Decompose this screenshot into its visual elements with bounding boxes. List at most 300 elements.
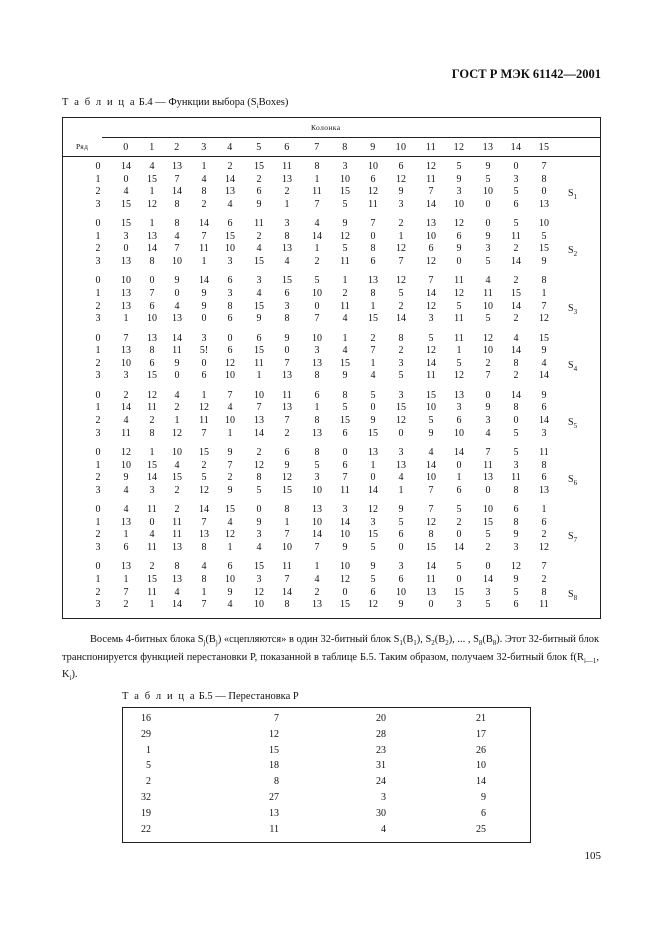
row-index: 2 (95, 243, 101, 255)
table-cell: 7 (201, 516, 207, 528)
table-cell: 11 (483, 459, 493, 471)
row-index: 0 (95, 504, 101, 516)
table-cell: 12 (254, 586, 264, 598)
table-cell: 0 (541, 186, 547, 198)
table-cell: 10 (312, 484, 322, 496)
table-cell: 6 (201, 370, 207, 382)
table-cell: 9 (201, 288, 207, 299)
table-cell: 2 (485, 357, 491, 369)
table-cell: 3 (398, 198, 404, 210)
table-cell: 6 (284, 288, 290, 299)
table-cell: 6 (342, 459, 348, 471)
sbox-label (568, 417, 577, 430)
column-header: 1 (149, 142, 155, 153)
table-cell: 7 (284, 357, 290, 369)
table-cell: 0 (342, 447, 348, 458)
table-cell: 6 (541, 516, 547, 528)
column-header: 13 (482, 142, 494, 153)
table-cell: 8 (342, 389, 348, 401)
table-cell: 7 (227, 459, 233, 471)
table-cell: 5 (398, 288, 404, 299)
table-cell: 2 (174, 402, 180, 414)
table-cell: 4 (174, 300, 180, 312)
row-index: 1 (95, 173, 101, 185)
table-cell: 7 (428, 504, 434, 516)
table-cell: 9 (227, 484, 233, 496)
table-cell: 7 (123, 332, 129, 344)
table-cell: 11 (454, 332, 464, 344)
table-cell: 14 (121, 402, 131, 414)
permutation-cell: 20 (376, 713, 386, 724)
table-cell: 11 (147, 504, 157, 516)
table-cell: 13 (312, 504, 322, 516)
table-cell: 14 (454, 542, 464, 553)
table-cell: 9 (513, 529, 519, 541)
table-cell: 12 (454, 218, 464, 230)
table-cell: 10 (454, 427, 464, 439)
table-cell: 2 (174, 504, 180, 516)
permutation-cell: 1 (146, 744, 151, 756)
table-cell: 6 (284, 447, 290, 458)
table-cell: 13 (172, 313, 182, 325)
table-cell: 13 (483, 472, 493, 484)
permutation-cell: 11 (269, 823, 279, 835)
table-cell: 1 (123, 574, 129, 585)
header-divider (63, 156, 600, 157)
table-cell: 11 (539, 599, 549, 611)
table-cell: 5 (485, 313, 491, 325)
table-cell: 2 (342, 288, 348, 299)
row-index: 0 (95, 561, 101, 573)
table-cell: 10 (312, 332, 322, 344)
column-header: 5 (256, 142, 262, 153)
table-cell: 14 (511, 345, 521, 357)
table-cell: 2 (513, 370, 519, 382)
table-cell: 11 (172, 529, 182, 541)
table-cell: 1 (370, 357, 376, 369)
table-cell: 7 (485, 370, 491, 382)
table-cell: 9 (485, 230, 491, 242)
table-cell: 6 (513, 198, 519, 210)
table-cell: 6 (370, 256, 376, 267)
para-sub: 1 (399, 639, 403, 648)
table-cell: 10 (225, 574, 235, 585)
table-cell: 7 (174, 173, 180, 185)
table-cell: 15 (147, 370, 157, 382)
table-cell: 0 (149, 275, 155, 287)
table-cell: 8 (174, 198, 180, 210)
table-cell: 3 (314, 472, 320, 484)
permutation-cell: 19 (141, 807, 151, 819)
table-cell: 14 (199, 275, 209, 287)
table-cell: 12 (199, 484, 209, 496)
table-cell: 7 (541, 300, 547, 312)
table-cell: 3 (123, 230, 129, 242)
page-number: 105 (584, 850, 601, 862)
sbox-label-letter: S (568, 531, 574, 543)
table-cell: 1 (174, 415, 180, 426)
table-cell: 1 (314, 561, 320, 573)
row-index: 2 (95, 415, 101, 426)
table-cell: 3 (314, 345, 320, 357)
table-cell: 5 (342, 198, 348, 210)
table-cell: 5 (456, 161, 462, 172)
table-cell: 7 (201, 230, 207, 242)
table-cell: 9 (256, 198, 262, 210)
table-cell: 8 (284, 313, 290, 325)
table-cell: 0 (456, 459, 462, 471)
table-cell: 4 (149, 529, 155, 541)
table-cell: 7 (342, 472, 348, 484)
table-cell: 2 (227, 472, 233, 484)
table-cell: 15 (121, 198, 131, 210)
table-cell: 15 (225, 230, 235, 242)
table-cell: 13 (454, 389, 464, 401)
table-cell: 1 (314, 402, 320, 414)
table-cell: 14 (312, 529, 322, 541)
table-cell: 13 (225, 186, 235, 198)
table-cell: 10 (254, 599, 264, 611)
table-cell: 3 (541, 427, 547, 439)
table-cell: 2 (314, 586, 320, 598)
table-cell: 0 (485, 198, 491, 210)
table-cell: 13 (368, 275, 378, 287)
table-cell: 8 (284, 599, 290, 611)
sbox-label-letter: S (568, 302, 574, 314)
para-sub: 8 (492, 639, 497, 648)
table-cell: 9 (513, 574, 519, 585)
table-cell: 11 (282, 161, 292, 172)
permutation-cell: 27 (269, 792, 279, 803)
table-cell: 15 (147, 459, 157, 471)
table-cell: 15 (511, 288, 521, 299)
table-cell: 13 (121, 256, 131, 267)
table-cell: 1 (201, 389, 207, 401)
table-cell: 11 (199, 243, 209, 255)
column-header: 9 (370, 142, 376, 153)
table-cell: 15 (368, 427, 378, 439)
table-cell: 1 (370, 300, 376, 312)
table-cell: 12 (426, 256, 436, 267)
table-cell: 12 (426, 345, 436, 357)
table-cell: 5 (370, 389, 376, 401)
table-cell: 1 (370, 459, 376, 471)
table-cell: 3 (398, 389, 404, 401)
table-cell: 6 (370, 173, 376, 185)
table-cell: 13 (172, 574, 182, 585)
table-cell: 5 (456, 561, 462, 573)
table-cell: 2 (541, 529, 547, 541)
permutation-cell: 5 (146, 760, 151, 772)
table-cell: 12 (511, 561, 521, 573)
table-cell: 12 (396, 173, 406, 185)
column-header: 8 (342, 142, 348, 153)
table-cell: 2 (123, 389, 129, 401)
table-cell: 5 (541, 230, 547, 242)
table-cell: 7 (123, 586, 129, 598)
row-index: 1 (95, 459, 101, 471)
table-cell: 0 (201, 357, 207, 369)
table-cell: 14 (199, 504, 209, 516)
table-cell: 4 (541, 357, 547, 369)
table-cell: 2 (149, 415, 155, 426)
sbox-label (568, 245, 577, 258)
table-cell: 0 (513, 161, 519, 172)
table-cell: 3 (342, 161, 348, 172)
table-cell: 10 (147, 313, 157, 325)
row-index: 0 (95, 161, 101, 172)
table-cell: 13 (121, 300, 131, 312)
table-cell: 3 (256, 275, 262, 287)
table-cell: 3 (123, 370, 129, 382)
para-text: ), S (416, 634, 432, 645)
table-cell: 14 (511, 389, 521, 401)
body-paragraph (62, 633, 599, 686)
table-cell: 11 (426, 370, 436, 382)
table-cell: 12 (396, 243, 406, 255)
table-cell: 4 (227, 198, 233, 210)
table-cell: 5 (513, 427, 519, 439)
table-cell: 5 (456, 357, 462, 369)
table-cell: 7 (174, 243, 180, 255)
sbox-label-index: 8 (573, 593, 578, 602)
row-index: 2 (95, 186, 101, 198)
table-cell: 3 (149, 484, 155, 496)
para-sub: 2 (445, 639, 449, 648)
table-cell: 9 (398, 186, 404, 198)
table-cell: 0 (201, 313, 207, 325)
table-cell: 10 (254, 389, 264, 401)
table-cell: 5 (456, 504, 462, 516)
table-cell: 0 (456, 529, 462, 541)
table-cell: 11 (511, 230, 521, 242)
permutation-cell: 24 (376, 776, 386, 788)
table-cell: 14 (172, 186, 182, 198)
table-cell: 15 (282, 275, 292, 287)
para-sub: j (215, 639, 218, 648)
table-cell: 2 (485, 542, 491, 553)
table-cell: 4 (342, 313, 348, 325)
table-cell: 7 (227, 389, 233, 401)
table-cell: 10 (340, 173, 350, 185)
table-cell: 11 (454, 313, 464, 325)
permutation-cell: 29 (141, 728, 151, 740)
table-cell: 6 (149, 300, 155, 312)
table-cell: 2 (398, 218, 404, 230)
table-cell: 13 (426, 218, 436, 230)
table-cell: 15 (539, 243, 549, 255)
table-cell: 6 (398, 161, 404, 172)
table-cell: 5 (398, 370, 404, 382)
sbox-label (568, 474, 577, 487)
table-cell: 13 (147, 332, 157, 344)
table-cell: 15 (254, 161, 264, 172)
table-cell: 13 (147, 230, 157, 242)
table-cell: 9 (485, 402, 491, 414)
table-cell: 1 (256, 370, 262, 382)
table-cell: 1 (284, 198, 290, 210)
sbox-label-index: 7 (573, 536, 578, 545)
table-cell: 3 (398, 561, 404, 573)
table-cell: 10 (121, 459, 131, 471)
table-cell: 7 (541, 561, 547, 573)
row-index: 3 (95, 542, 101, 553)
table-cell: 9 (256, 313, 262, 325)
table-cell: 14 (396, 313, 406, 325)
table-cell: 15 (340, 357, 350, 369)
table-cell: 11 (368, 198, 378, 210)
table-cell: 8 (256, 472, 262, 484)
para-text: (B (482, 634, 493, 645)
table-cell: 5 (398, 516, 404, 528)
table-cell: 3 (398, 447, 404, 458)
table-cell: 6 (256, 332, 262, 344)
row-index: 2 (95, 472, 101, 484)
table-cell: 15 (340, 186, 350, 198)
table-cell: 0 (256, 504, 262, 516)
permutation-cell: 28 (376, 728, 386, 740)
table-cell: 1 (456, 472, 462, 484)
permutation-cell: 31 (376, 760, 386, 772)
row-index: 2 (95, 357, 101, 369)
permutation-cell: 23 (376, 744, 386, 756)
table-cell: 7 (314, 313, 320, 325)
permutation-cell: 13 (269, 807, 279, 819)
table-cell: 5 (370, 574, 376, 585)
table-cell: 7 (284, 529, 290, 541)
table-cell: 14 (483, 574, 493, 585)
table-cell: 14 (511, 300, 521, 312)
table-cell: 14 (254, 427, 264, 439)
table-cell: 9 (370, 561, 376, 573)
table-cell: 8 (314, 415, 320, 426)
table-cell: 6 (456, 230, 462, 242)
table-cell: 4 (123, 504, 129, 516)
table-cell: 3 (256, 529, 262, 541)
column-header: 11 (425, 142, 437, 153)
column-header: 6 (284, 142, 290, 153)
table-cell: 11 (312, 186, 322, 198)
table-cell: 3 (456, 599, 462, 611)
table-cell: 10 (225, 243, 235, 255)
table-cell: 11 (511, 472, 521, 484)
table-cell: 13 (312, 599, 322, 611)
para-text: ). Этот 32-битный блок транспонируется функцией перестановки P, показанной в таблице Б.5. Таким образом, получаем 32-битный блок f(R (62, 634, 599, 663)
table-cell: 14 (121, 161, 131, 172)
table-cell: 12 (483, 332, 493, 344)
table-b5-caption (122, 691, 299, 702)
table-cell: 3 (227, 288, 233, 299)
sbox-label-index: 1 (573, 193, 578, 202)
table-cell: 12 (225, 357, 235, 369)
table-cell: 9 (342, 218, 348, 230)
sbox-label-letter: S (568, 245, 574, 257)
table-cell: 9 (284, 332, 290, 344)
table-cell: 12 (454, 370, 464, 382)
table-cell: 13 (121, 516, 131, 528)
table-cell: 3 (398, 357, 404, 369)
table-cell: 4 (513, 332, 519, 344)
table-cell: 4 (227, 402, 233, 414)
sbox-label-letter: S (568, 359, 574, 371)
caption-text: Б.5 — Перестановка P (198, 691, 299, 702)
table-cell: 15 (147, 173, 157, 185)
table-cell: 0 (370, 230, 376, 242)
para-text: ), ... , S (448, 634, 479, 645)
caption-text: Б.4 — Функции выбора (S (138, 97, 257, 108)
table-cell: 6 (398, 574, 404, 585)
table-cell: 15 (340, 599, 350, 611)
table-cell: 7 (201, 599, 207, 611)
sbox-label-index: 6 (573, 479, 578, 488)
table-cell: 10 (121, 275, 131, 287)
row-index: 3 (95, 599, 101, 611)
table-cell: 15 (426, 389, 436, 401)
table-cell: 14 (426, 357, 436, 369)
table-cell: 1 (284, 516, 290, 528)
table-cell: 14 (426, 459, 436, 471)
table-cell: 15 (121, 218, 131, 230)
table-cell: 12 (426, 161, 436, 172)
table-cell: 4 (227, 516, 233, 528)
table-cell: 12 (340, 574, 350, 585)
column-header: 2 (174, 142, 180, 153)
table-cell: 7 (398, 256, 404, 267)
table-cell: 2 (201, 198, 207, 210)
table-cell: 0 (513, 415, 519, 426)
row-index: 2 (95, 529, 101, 541)
table-cell: 14 (147, 472, 157, 484)
table-cell: 10 (172, 447, 182, 458)
table-cell: 4 (314, 574, 320, 585)
permutation-cell: 2 (146, 776, 151, 788)
table-cell: 14 (282, 586, 292, 598)
table-cell: 0 (485, 484, 491, 496)
table-cell: 13 (368, 447, 378, 458)
table-cell: 13 (172, 161, 182, 172)
table-cell: 1 (456, 345, 462, 357)
table-cell: 8 (541, 275, 547, 287)
table-cell: 11 (340, 300, 350, 312)
caption-prefix: Т а б л и ц а (122, 691, 197, 702)
table-cell: 2 (314, 256, 320, 267)
permutation-cell: 7 (274, 713, 279, 724)
sbox-label (568, 360, 577, 373)
table-cell: 1 (149, 599, 155, 611)
para-sub: 2 (431, 639, 435, 648)
table-cell: 0 (314, 300, 320, 312)
table-cell: 9 (284, 459, 290, 471)
table-cell: 5 (513, 218, 519, 230)
table-cell: 13 (282, 173, 292, 185)
table-cell: 0 (485, 218, 491, 230)
table-cell: 11 (282, 561, 292, 573)
table-cell: 4 (485, 427, 491, 439)
caption-end: Boxes) (258, 97, 289, 108)
sbox-label-index: 4 (573, 364, 578, 373)
table-cell: 11 (426, 574, 436, 585)
table-cell: 4 (428, 447, 434, 458)
table-cell: 8 (227, 300, 233, 312)
table-cell: 10 (426, 230, 436, 242)
table-cell: 9 (342, 542, 348, 553)
table-cell: 6 (227, 345, 233, 357)
sbox-label (568, 188, 577, 201)
table-cell: 5 (256, 484, 262, 496)
table-cell: 3 (201, 332, 207, 344)
permutation-cell: 8 (274, 776, 279, 788)
table-cell: 5 (456, 300, 462, 312)
